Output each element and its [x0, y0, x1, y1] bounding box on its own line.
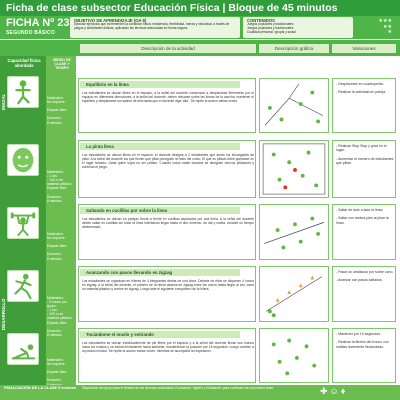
hydration-icon: ✚ [320, 386, 330, 396]
phase-label-development: DESARROLLO [1, 298, 6, 330]
variation-item: - Aumentar el número de estudiantes que pillan. [336, 156, 394, 165]
star-row: ★ [387, 29, 392, 35]
activity-diagram [259, 266, 329, 322]
activity-title: Tocándome el muslo y estirando [80, 331, 240, 338]
medium-line: - 100 m de material plástico. [47, 178, 73, 187]
variation-item: - Saltar con ambos pies al pisar la línea. [336, 216, 389, 225]
medium-line: - 1 aro. [47, 308, 58, 313]
weightlifting-figure-icon [7, 207, 39, 239]
star-row: ★★ [383, 23, 392, 30]
column-header-description: Descripción de la actividad [80, 44, 256, 53]
medium-line: 8 minutos [47, 256, 62, 261]
medium-line: Duración: [47, 378, 62, 383]
variations-list [336, 82, 394, 95]
medium-line: Materiales: [47, 96, 64, 100]
variation-item: - Avanzar con pasos saltados. [336, 278, 383, 283]
section-medium [47, 232, 75, 261]
phase-label-initial: INICIAL [1, 93, 6, 110]
variation-item: - Desplazarse en cuadrupedia. [336, 82, 384, 86]
medium-line: - 100 m de material plástico. [47, 312, 73, 321]
medium-line: Espacio libre. [47, 244, 68, 249]
medium-line: - 1 aro. [47, 174, 58, 179]
activity-diagram [259, 140, 329, 198]
medium-line: Materiales: [47, 170, 64, 174]
activity-description: Los estudiantes se ubican libres en el espacio; a la señal del docente comienzan a desplazarse libremente por el espacio en diferentes direcciones; a la señal del docente, deben ubicarse sobre las líneas de la cancha, mantener el equilibrio y desplazarse sin salirse de ella hasta que el docente diga 'alto'. Se repite la acción varias veces. [82, 91, 254, 103]
medium-line: Espacio libre. [47, 320, 68, 325]
contents-item: Juegos populares y tradicionales [247, 22, 294, 26]
contents-item: Juegos populares y tradicionales [247, 26, 294, 30]
objectives-text: Ejecutar ejercicios que incrementen la condición física: resistencia, flexibilidad, fuerza y velocidad, a través de juegos y actividades lúdicas, aplicando las técnicas adecuadas en forma segura. [74, 22, 230, 30]
activity-diagram [259, 78, 329, 133]
activity-title: La pinta lleva [80, 143, 240, 150]
variation-item: - Realizar Stop Stop y girar en el lugar. [336, 144, 387, 153]
variations-list [336, 332, 394, 349]
objectives-box [70, 17, 240, 38]
contents-item: Cualidad personal / grupal y social [247, 30, 296, 34]
activity-description: Los estudiantes se ubican libres en el espacio; el docente designa a 2 estudiantes que serán los encargados de pillar. A la señal del docente los que tienen que pillar persiguen al resto del curso. El que es pillado debe quedarse en el lugar tomado. Gana quien logra no ser pillado. Cuando todos están tocados se designan nuevos pilladores y continúa el juego. [82, 153, 254, 169]
closing-text: Disposición del grupo para el término de las diversas actividades. Evaluación, higiene y hidratación para continuar con la próxima clase. [82, 386, 275, 390]
closing-label: FINALIZACIÓN DE LA CLASE 5 minutos [4, 386, 76, 390]
medium-line: - 3 conos por grupo. [47, 300, 67, 309]
activity-title: Saltando en cuclillas por sobre la línea [80, 207, 240, 214]
activity-diagram [259, 204, 329, 260]
variations-list [336, 208, 394, 225]
balance-figure-icon [7, 76, 39, 108]
activity-description: Los estudiantes se ubican en parejas frente a frente en cuclillas separados por una línea. A la señal del docente deben saltar en cuclillas sin tocar la línea intentando llegar hasta el otro extremo, de ida y vuelta, durante un tiempo determinado. [82, 217, 254, 229]
variation-item: - Mantener por 10 segundos. [336, 332, 381, 336]
medium-line: Materiales: [47, 296, 64, 300]
hygiene-icon: ☺ [329, 386, 341, 396]
section-medium [47, 96, 75, 125]
medium-line: No requiere. [47, 100, 66, 105]
medium-line: Espacio libre. [47, 370, 68, 375]
contents-heading: CONTENIDOS [247, 18, 275, 23]
medium-line: No requiere. [47, 362, 66, 367]
star-row: ★★★ [378, 18, 392, 24]
activity-diagram [259, 328, 329, 383]
variation-item: - Saltar de lado a lado la línea. [336, 208, 384, 212]
objectives-heading: OBJETIVO DE APRENDIZAJE (OA 9) [74, 18, 147, 23]
section-medium [47, 358, 75, 387]
medium-line: 8 minutos [47, 198, 62, 203]
variation-item: - Pasar un obstáculo por sobre cono. [336, 270, 394, 274]
section-medium [47, 296, 75, 337]
medium-line: Materiales: [47, 358, 64, 362]
sheet-title: Ficha de clase subsector Educación Física | Bloque de 45 minutos [0, 0, 400, 16]
medium-line: Materiales: [47, 232, 64, 236]
rating-stars [362, 19, 392, 36]
grade-level: SEGUNDO BÁSICO [6, 30, 55, 36]
activity-title: Equilibrio en la línea [80, 81, 240, 88]
variations-list [336, 144, 394, 165]
medium-line: Duración: [47, 116, 62, 121]
activity-description: Los estudiantes se ubican individualmente de pie libres por el espacio y a la señal del docente llevan sus manos hacia los muslos y se estiran lentamente hacia adelante, manteniendo la posición por 15 segundos. Luego vuelven a la posición inicial. Se repite la acción varias veces, mientras se acompaña la respiración. [82, 341, 254, 353]
capacity-column-label: Capacidad física abordada [7, 58, 41, 68]
medium-line: Duración: [47, 194, 62, 199]
medium-line: Espacio libre. [47, 186, 68, 191]
medium-line: 8 minutos [47, 332, 62, 337]
section-medium [47, 170, 75, 203]
column-header-variations: Variaciones [332, 44, 396, 53]
medium-line: Duración: [47, 328, 62, 333]
medium-line: Espacio libre. [47, 108, 68, 113]
rest-icon: ♦ [340, 386, 348, 396]
stretching-figure-icon [7, 333, 39, 365]
variation-item: - Realizar la flexión del tronco con rodillas levemente flexionadas. [336, 340, 389, 349]
contents-box [243, 17, 353, 38]
activity-title: Avanzando con pasos llevando en zigzag [80, 269, 240, 276]
medium-column-label: MEDIO DE CLASE Y TIEMPO [53, 58, 71, 71]
activity-description: Los estudiantes se organizan en hileras de 4 integrantes detrás de una línea. Delante de ellos se disponen 4 conos en zigzag. A la señal del docente, el primero de la hilera avanza en zigzag entre los conos hasta llegar al aro, toma un material plástico y vuelve en zigzag. Luego sale el siguiente compañero de la hilera. [82, 279, 254, 291]
ficha-number: FICHA Nº 23 [6, 17, 70, 29]
sprinting-figure-icon [7, 270, 39, 302]
medium-line: Duración: [47, 252, 62, 257]
running-figure-icon [7, 144, 39, 176]
medium-line: 8 minutos [47, 120, 62, 125]
column-header-graphic: Descripción gráfica [259, 44, 329, 53]
variations-list [336, 270, 394, 283]
medium-line: No requiere. [47, 236, 66, 241]
variation-item: - Realizar la actividad en pareja. [336, 90, 386, 95]
closing-icons [320, 386, 347, 397]
